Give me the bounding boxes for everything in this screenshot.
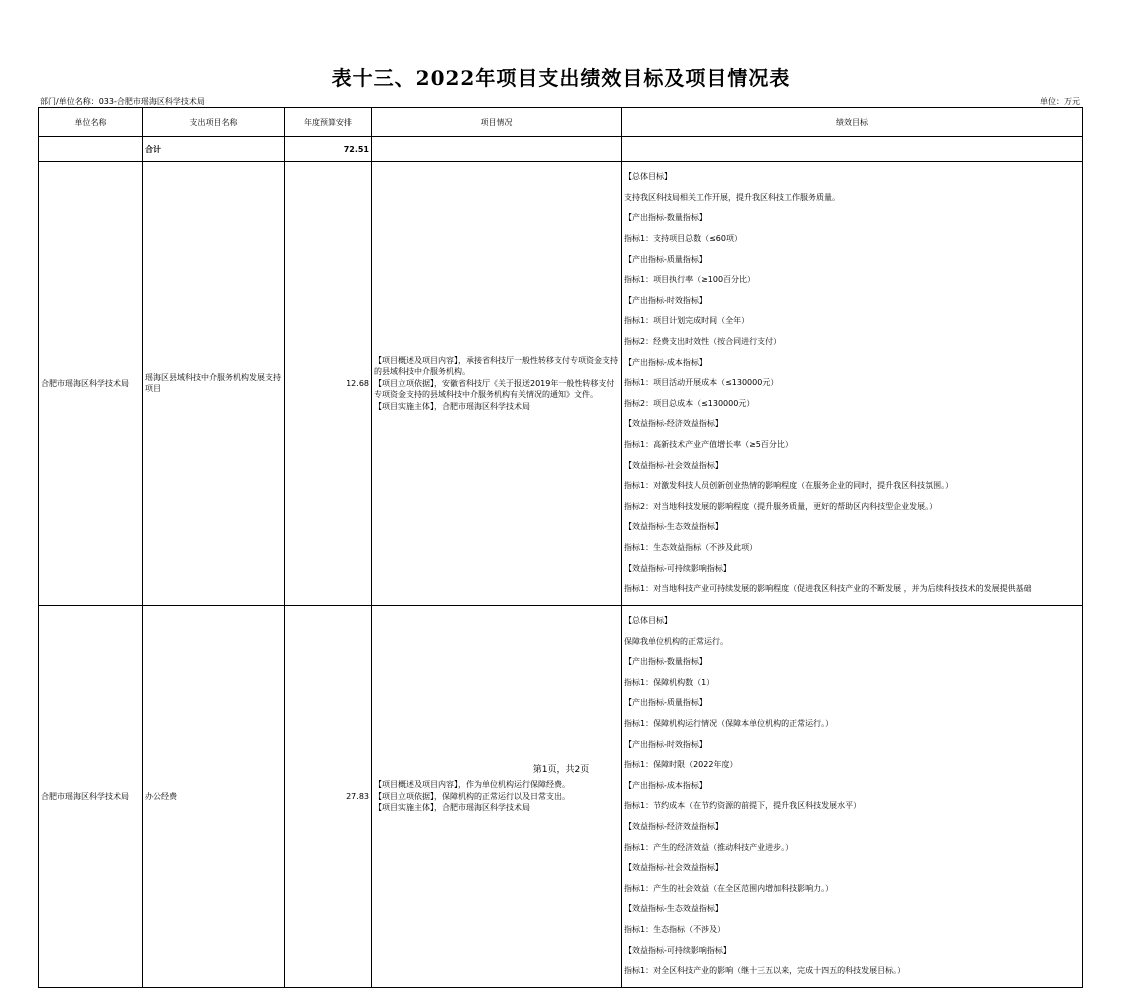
- performance-line: 【效益指标-可持续影响指标】: [624, 945, 731, 955]
- header-project-name: 支出项目名称: [143, 108, 285, 137]
- header-annual-budget: 年度预算安排: [285, 108, 372, 137]
- performance-line: 【产出指标-时效指标】: [624, 295, 707, 305]
- performance-line: 【产出指标-时效指标】: [624, 739, 707, 749]
- performance-line: 指标1：项目活动开展成本（≤130000元）: [624, 378, 779, 388]
- header-project-situation: 项目情况: [372, 108, 622, 137]
- performance-line: 指标1：产生的社会效益（在全区范围内增加科技影响力。）: [624, 883, 834, 893]
- unit-name-cell: 合肥市瑶海区科学技术局: [39, 605, 143, 987]
- budget-cell: 12.68: [285, 162, 372, 606]
- header-row: [39, 108, 1083, 137]
- situation-cell: [372, 162, 622, 606]
- total-label: 合计: [143, 137, 285, 162]
- page-title: 表十三、2022年项目支出绩效目标及项目情况表: [331, 66, 791, 90]
- situation-line: 【项目概述及项目内容】，作为单位机构运行保障经费。: [374, 780, 570, 789]
- performance-line: 【效益指标-生态效益指标】: [624, 522, 723, 532]
- performance-line: 指标1：项目计划完成时间（全年）: [624, 316, 750, 326]
- situation-line: 【项目实施主体】，合肥市瑶海区科学技术局: [374, 401, 530, 411]
- header-performance-goal: 绩效目标: [622, 108, 1083, 137]
- project-name-cell: 瑶海区县域科技中介服务机构发展支持项目: [143, 162, 285, 606]
- performance-line: 指标1：产生的经济效益（推动科技产业进步。）: [624, 842, 794, 852]
- performance-line: 指标1：保障机构数（1）: [624, 677, 715, 687]
- performance-line: 【效益指标-经济效益指标】: [624, 822, 723, 831]
- performance-line: 【效益指标-社会效益指标】: [624, 863, 723, 873]
- performance-line: 【总体目标】: [624, 172, 672, 182]
- performance-line: 指标1：对激发科技人员创新创业热情的影响程度（在服务企业的同时，提升我区科技氛围。）: [624, 481, 954, 491]
- performance-line: 【效益指标-生态效益指标】: [624, 904, 723, 914]
- performance-line: 【产出指标-质量指标】: [624, 254, 707, 264]
- unit-label: 单位：万元: [1040, 97, 1080, 106]
- situation-line: 【项目实施主体】，合肥市瑶海区科学技术局: [374, 803, 530, 812]
- performance-line: 指标1：支持项目总数（≤60项）: [624, 234, 742, 244]
- performance-line: 指标2：对当地科技发展的影响程度（提升服务质量，更好的帮助区内科技型企业发展。）: [624, 501, 938, 511]
- total-value: 72.51: [285, 137, 372, 162]
- table-row: [39, 605, 1083, 987]
- situation-line: 【项目立项依据】，安徽省科技厅《关于报送2019年一般性转移支付专项资金支持的县域科技中介服务机构有关情况的通知》文件。: [374, 378, 615, 400]
- total-situation-cell: [372, 137, 622, 162]
- performance-line: 指标1：高新技术产业产值增长率（≥5百分比）: [624, 440, 793, 450]
- performance-line: 【效益指标-社会效益指标】: [624, 460, 723, 470]
- performance-line: 【产出指标-成本指标】: [624, 780, 707, 790]
- situation-cell: [372, 605, 622, 987]
- performance-line: 指标1：节约成本（在节约资源的前提下，提升我区科技发展水平）: [624, 801, 862, 811]
- performance-line: 指标1：保障时限（2022年度）: [624, 760, 738, 770]
- performance-cell: [622, 605, 1083, 987]
- situation-line: 【项目概述及项目内容】，承接省科技厅一般性转移支付专项资金支持的县域科技中介服务机构。: [374, 355, 618, 377]
- performance-line: 指标1：对当地科技产业可持续发展的影响程度（促进我区科技产业的不断发展 ，并为后续科技技术的发展提供基础: [624, 584, 1032, 594]
- performance-line: 【产出指标-数量指标】: [624, 657, 707, 667]
- performance-line: 【产出指标-质量指标】: [624, 698, 707, 708]
- performance-line: 指标1：项目执行率（≥100百分比）: [624, 275, 756, 285]
- performance-cell: [622, 162, 1083, 606]
- situation-line: 【项目立项依据】，保障机构的正常运行以及日常支出。: [374, 791, 570, 801]
- department-label: 部门/单位名称：033-合肥市瑶海区科学技术局: [40, 97, 205, 106]
- project-name-cell: 办公经费: [143, 605, 285, 987]
- table-row: [39, 162, 1083, 606]
- performance-table: [38, 107, 1083, 988]
- page-footer: 第1页，共2页: [532, 765, 590, 775]
- budget-cell: 27.83: [285, 605, 372, 987]
- performance-line: 指标2：经费支出时效性（按合同进行支付）: [624, 337, 782, 347]
- total-performance-cell: [622, 137, 1083, 162]
- performance-line: 保障我单位机构的正常运行。: [624, 636, 728, 646]
- performance-line: 指标1：保障机构运行情况（保障本单位机构的正常运行。）: [624, 719, 834, 729]
- performance-line: 支持我区科技局相关工作开展，提升我区科技工作服务质量。: [624, 192, 840, 202]
- performance-line: 【产出指标-成本指标】: [624, 357, 707, 367]
- unit-name-cell: 合肥市瑶海区科学技术局: [39, 162, 143, 606]
- performance-line: 指标2：项目总成本（≤130000元）: [624, 398, 755, 408]
- performance-line: 【总体目标】: [624, 616, 672, 626]
- performance-line: 指标1：对全区科技产业的影响（继十三五以来，完成十四五的科技发展目标。）: [624, 966, 906, 976]
- total-row: [39, 137, 1083, 162]
- performance-line: 【产出指标-数量指标】: [624, 213, 707, 223]
- performance-line: 【效益指标-可持续影响指标】: [624, 563, 731, 573]
- performance-line: 【效益指标-经济效益指标】: [624, 419, 723, 429]
- performance-line: 指标1：生态效益指标（不涉及此项）: [624, 542, 758, 552]
- header-unit-name: 单位名称: [39, 108, 143, 137]
- performance-line: 指标1：生态指标（不涉及）: [624, 924, 726, 934]
- total-unit-cell: [39, 137, 143, 162]
